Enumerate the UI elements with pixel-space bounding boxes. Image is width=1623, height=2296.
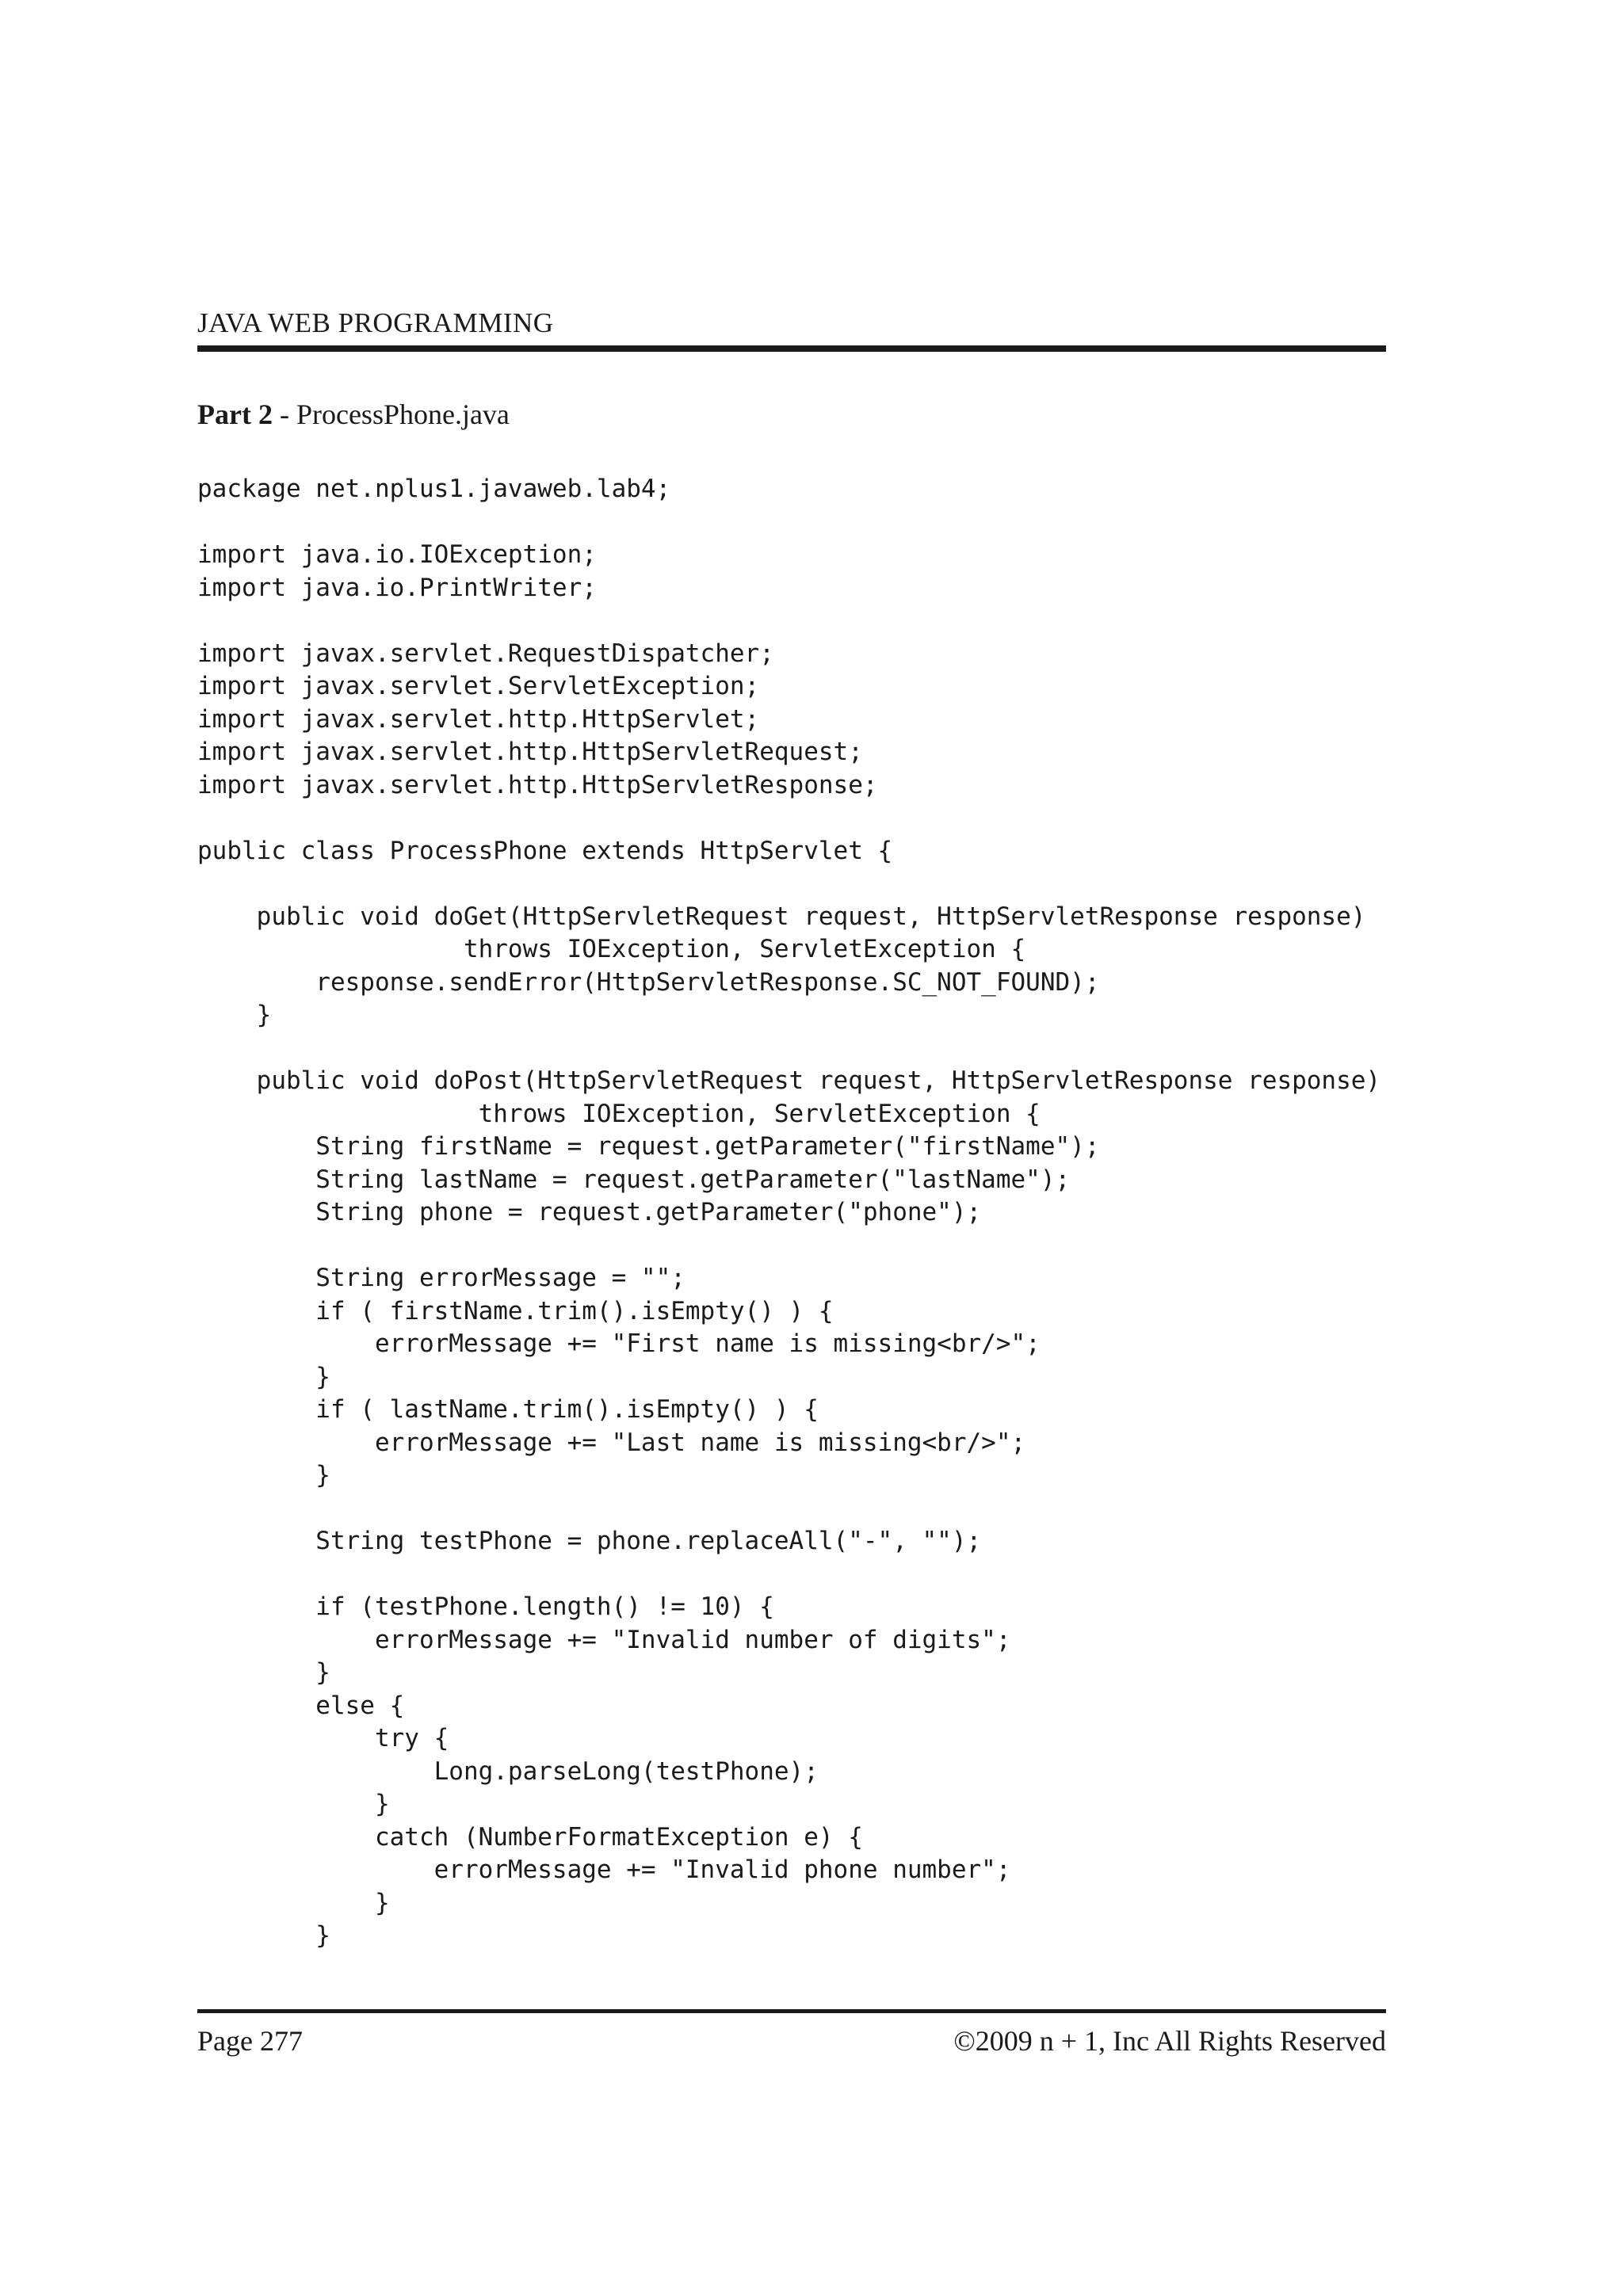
running-header: JAVA WEB PROGRAMMING <box>197 307 554 338</box>
copyright-notice: ©2009 n + 1, Inc All Rights Reserved <box>953 2025 1386 2057</box>
section-filename: ProcessPhone.java <box>296 399 510 430</box>
section-part-label: Part 2 <box>197 399 273 430</box>
footer-rule <box>197 2009 1386 2013</box>
section-separator: - <box>272 399 296 430</box>
header-rule <box>197 345 1386 352</box>
page-number: Page 277 <box>197 2025 303 2057</box>
code-listing: package net.nplus1.javaweb.lab4; import java.io.IOException; import java.io.PrintWriter; import javax.servlet.RequestDispatcher; import javax.servlet.ServletException; import javax.servlet.http.HttpServlet; import javax.servlet.http.HttpServletRequest; import javax.servlet.http.HttpServletResponse; public class ProcessPhone extends HttpServlet { public void doGet(HttpServletRequest request, HttpServletResponse response) throws IOException, ServletException { response.sendError(HttpServletResponse.SC_NOT_FOUND); } public void doPost(HttpServletRequest request, HttpServletResponse response) throws IOException, ServletException { String firstName = request.getParameter("firstName"); String lastName = request.getParameter("lastName"); String phone = request.getParameter("phone"); String errorMessage = ""; if ( firstName.trim().isEmpty() ) { errorMessage += "First name is missing<br/>"; } if ( lastName.trim().isEmpty() ) { errorMessage += "Last name is missing<br/>"; } String testPhone = phone.replaceAll("-", ""); if (testPhone.length() != 10) { errorMessage += "Invalid number of digits"; } else { try { Long.parseLong(testPhone); } catch (NumberFormatException e) { errorMessage += "Invalid phone number"; } } <box>197 475 1381 1950</box>
section-heading <box>197 398 510 431</box>
